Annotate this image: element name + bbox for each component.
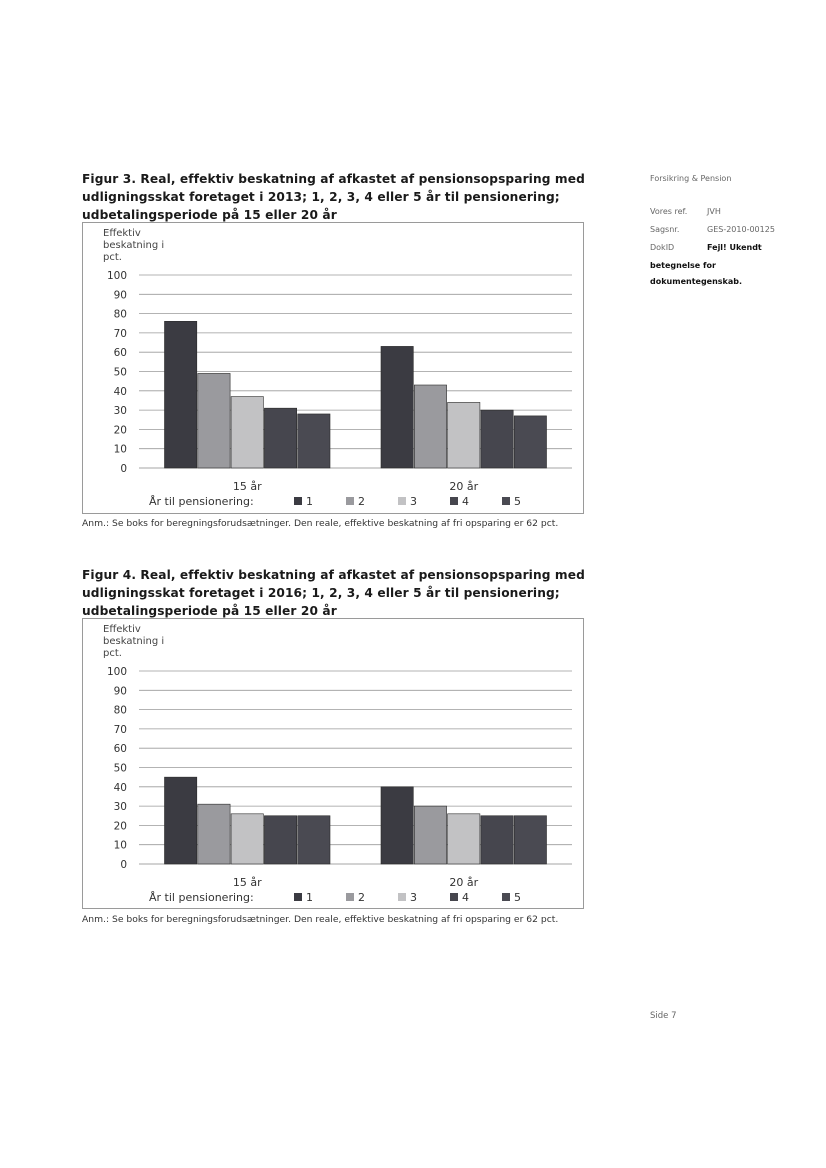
figure-4-chart bbox=[82, 618, 584, 909]
fig4-ylabel-line: Effektiv bbox=[103, 624, 141, 635]
fig4-legend-swatch-5 bbox=[502, 893, 510, 901]
page-number: Side 7 bbox=[650, 1011, 677, 1021]
fig3-legend-swatch-2 bbox=[346, 497, 354, 505]
fig4-ytick-label: 70 bbox=[113, 723, 127, 736]
fig4-legend-swatch-3 bbox=[398, 893, 406, 901]
fig3-ytick-label: 10 bbox=[113, 443, 127, 456]
figure-3-svg bbox=[83, 223, 583, 513]
meta-sag-value: GES-2010-00125 bbox=[707, 225, 775, 234]
fig4-legend-label-2: 2 bbox=[358, 891, 365, 904]
fig3-legend-title: År til pensionering: bbox=[149, 495, 254, 508]
fig3-bar-3-2 bbox=[448, 402, 480, 468]
fig3-legend-swatch-4 bbox=[450, 497, 458, 505]
fig4-legend-swatch-1 bbox=[294, 893, 302, 901]
meta-ref-row bbox=[650, 207, 721, 216]
fig3-bar-4-2 bbox=[481, 410, 513, 468]
fig3-legend-label-4: 4 bbox=[462, 495, 469, 508]
fig3-ytick-label: 0 bbox=[120, 463, 127, 475]
fig3-legend-swatch-5 bbox=[502, 497, 510, 505]
meta-dok-label: DokID bbox=[650, 243, 675, 252]
fig4-ytick-label: 40 bbox=[113, 781, 127, 794]
meta-ref-value: JVH bbox=[707, 207, 721, 216]
fig3-ytick-label: 20 bbox=[113, 424, 127, 437]
fig3-ytick-label: 50 bbox=[113, 366, 127, 379]
fig4-legend-title: År til pensionering: bbox=[149, 891, 254, 904]
meta-dok-row bbox=[650, 243, 762, 252]
figure-4-svg bbox=[83, 619, 583, 908]
fig4-bar-5-1 bbox=[298, 816, 330, 864]
fig4-legend-swatch-4 bbox=[450, 893, 458, 901]
fig4-bar-3-2 bbox=[448, 814, 480, 864]
fig3-ylabel-line: beskatning i bbox=[103, 240, 165, 251]
fig4-bar-1-2 bbox=[381, 787, 413, 864]
fig4-ytick-label: 0 bbox=[120, 859, 127, 871]
sidebar-org: Forsikring & Pension bbox=[650, 174, 732, 183]
fig4-ylabel-line: beskatning i bbox=[103, 636, 165, 647]
fig3-ytick-label: 70 bbox=[113, 327, 127, 340]
fig4-bar-3-1 bbox=[231, 814, 263, 864]
fig4-bar-2-1 bbox=[198, 804, 230, 864]
fig4-ytick-label: 50 bbox=[113, 762, 127, 775]
fig3-bar-5-1 bbox=[298, 414, 330, 468]
fig3-legend-swatch-1 bbox=[294, 497, 302, 505]
fig4-ytick-label: 100 bbox=[106, 666, 127, 678]
figure-3-note: Anm.: Se boks for beregningsforudsætninger. Den reale, effektive beskatning af fri opsparing er 62 pct. bbox=[82, 518, 559, 529]
figure-4-title: Figur 4. Real, effektiv beskatning af afkastet af pensionsopsparing med udligningsskat foretaget i 2016; 1, 2, 3, 4 eller 5 år til pensionering; udbetalingsperiode på 15 eller 20 år bbox=[82, 568, 585, 618]
fig3-ylabel-line: pct. bbox=[103, 252, 122, 263]
fig4-legend-swatch-2 bbox=[346, 893, 354, 901]
meta-sag-label: Sagsnr. bbox=[650, 225, 680, 234]
fig4-ytick-label: 20 bbox=[113, 820, 127, 833]
fig3-ytick-label: 60 bbox=[113, 347, 127, 360]
fig3-ylabel-line: Effektiv bbox=[103, 228, 141, 239]
fig4-bar-1-1 bbox=[165, 777, 197, 864]
fig3-legend-label-3: 3 bbox=[410, 495, 417, 508]
fig3-bar-4-1 bbox=[264, 408, 296, 468]
fig4-bar-2-2 bbox=[414, 806, 446, 864]
fig3-bar-5-2 bbox=[514, 416, 546, 468]
fig4-ytick-label: 10 bbox=[113, 839, 127, 852]
fig4-ylabel-line: pct. bbox=[103, 648, 122, 659]
fig3-legend-label-2: 2 bbox=[358, 495, 365, 508]
fig4-legend-label-5: 5 bbox=[514, 891, 521, 904]
fig3-xtick-label: 15 år bbox=[232, 480, 262, 493]
fig3-bar-1-2 bbox=[381, 346, 413, 468]
fig4-ytick-label: 30 bbox=[113, 801, 127, 814]
fig4-legend-label-4: 4 bbox=[462, 891, 469, 904]
fig4-bar-4-1 bbox=[264, 816, 296, 864]
meta-dok-continuation-2: dokumentegenskab. bbox=[650, 277, 743, 286]
fig3-ytick-label: 80 bbox=[113, 308, 127, 321]
meta-dok-continuation-1: betegnelse for bbox=[650, 261, 716, 270]
meta-ref-label: Vores ref. bbox=[650, 207, 688, 216]
figure-3-title: Figur 3. Real, effektiv beskatning af afkastet af pensionsopsparing med udligningsskat foretaget i 2013; 1, 2, 3, 4 eller 5 år til pensionering; udbetalingsperiode på 15 eller 20 år bbox=[82, 172, 585, 222]
fig3-legend-label-1: 1 bbox=[306, 495, 313, 508]
figure-4-note: Anm.: Se boks for beregningsforudsætninger. Den reale, effektive beskatning af fri opsparing er 62 pct. bbox=[82, 914, 559, 925]
fig3-ytick-label: 30 bbox=[113, 405, 127, 418]
fig4-ytick-label: 60 bbox=[113, 743, 127, 756]
fig4-ytick-label: 80 bbox=[113, 704, 127, 717]
fig3-bar-2-2 bbox=[414, 385, 446, 468]
fig3-legend-label-5: 5 bbox=[514, 495, 521, 508]
figure-3-chart bbox=[82, 222, 584, 514]
fig4-xtick-label: 15 år bbox=[232, 876, 262, 889]
fig3-ytick-label: 40 bbox=[113, 385, 127, 398]
meta-dok-value: Fejl! Ukendt bbox=[707, 243, 762, 252]
fig3-bar-2-1 bbox=[198, 373, 230, 468]
fig4-bar-5-2 bbox=[514, 816, 546, 864]
fig3-ytick-label: 100 bbox=[106, 270, 127, 282]
fig3-ytick-label: 90 bbox=[113, 289, 127, 302]
fig3-bar-3-1 bbox=[231, 397, 263, 468]
fig3-legend-swatch-3 bbox=[398, 497, 406, 505]
fig4-legend-label-1: 1 bbox=[306, 891, 313, 904]
fig3-xtick-label: 20 år bbox=[449, 480, 479, 493]
meta-sag-row bbox=[650, 225, 775, 234]
fig4-bar-4-2 bbox=[481, 816, 513, 864]
fig4-xtick-label: 20 år bbox=[449, 876, 479, 889]
fig4-ytick-label: 90 bbox=[113, 685, 127, 698]
fig3-bar-1-1 bbox=[165, 321, 197, 468]
fig4-legend-label-3: 3 bbox=[410, 891, 417, 904]
